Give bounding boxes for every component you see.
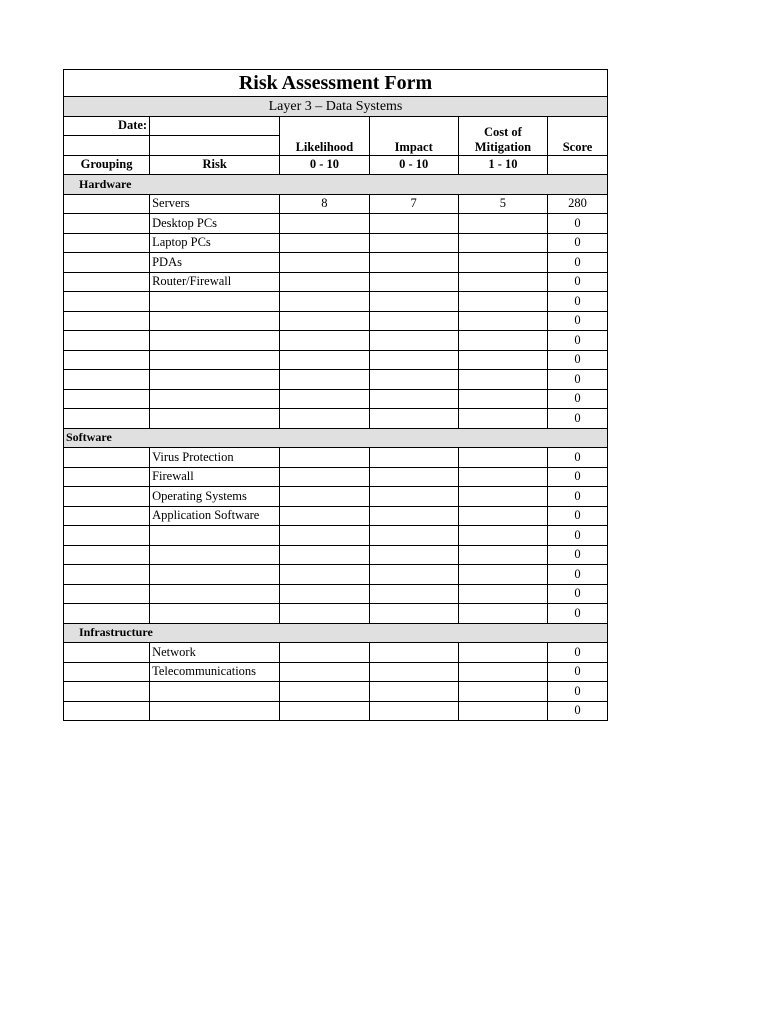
impact-header: Impact [369,116,458,155]
cost-header-line2: Mitigation [474,139,532,154]
grouping-cell[interactable] [64,662,150,682]
likelihood-header: Likelihood [280,116,369,155]
likelihood-cell[interactable] [280,487,369,507]
table-row [64,467,608,487]
grouping-cell[interactable] [64,545,150,565]
score-cell: 0 [548,604,608,624]
table-row [64,292,608,312]
table-row [64,701,608,721]
impact-cell[interactable] [369,389,458,409]
cost-cell[interactable] [458,292,547,312]
risk-cell[interactable]: Network [150,643,280,663]
impact-cell[interactable] [369,565,458,585]
likelihood-cell[interactable] [280,506,369,526]
likelihood-cell[interactable] [280,311,369,331]
cost-cell[interactable] [458,272,547,292]
form-subtitle: Layer 3 – Data Systems [64,97,608,117]
risk-header: Risk [150,155,280,175]
table-row [64,604,608,624]
cost-cell[interactable] [458,506,547,526]
grouping-cell[interactable] [64,467,150,487]
likelihood-cell[interactable] [280,370,369,390]
score-cell: 0 [548,292,608,312]
grouping-cell[interactable] [64,311,150,331]
cost-range: 1 - 10 [458,155,547,175]
risk-cell[interactable] [150,565,280,585]
risk-cell[interactable]: Laptop PCs [150,233,280,253]
score-cell: 0 [548,526,608,546]
cost-cell[interactable] [458,682,547,702]
likelihood-cell[interactable] [280,214,369,234]
risk-cell[interactable] [150,682,280,702]
risk-cell[interactable] [150,526,280,546]
date-label: Date: [64,116,150,136]
impact-cell[interactable] [369,311,458,331]
grouping-cell[interactable] [64,389,150,409]
likelihood-cell[interactable] [280,389,369,409]
grouping-cell[interactable] [64,584,150,604]
table-row [64,370,608,390]
grouping-cell[interactable] [64,370,150,390]
likelihood-cell[interactable] [280,604,369,624]
score-cell: 0 [548,506,608,526]
score-cell: 0 [548,662,608,682]
cost-cell[interactable] [458,233,547,253]
impact-cell[interactable] [369,272,458,292]
grouping-cell[interactable] [64,526,150,546]
grouping-cell[interactable] [64,506,150,526]
likelihood-cell[interactable] [280,448,369,468]
grouping-cell[interactable] [64,194,150,214]
impact-cell[interactable] [369,701,458,721]
risk-cell[interactable] [150,292,280,312]
cost-cell[interactable] [458,389,547,409]
likelihood-cell[interactable] [280,565,369,585]
cost-cell[interactable] [458,448,547,468]
cost-cell[interactable] [458,487,547,507]
impact-cell[interactable] [369,448,458,468]
likelihood-cell[interactable]: 8 [280,194,369,214]
score-cell: 0 [548,565,608,585]
impact-cell[interactable] [369,350,458,370]
section-header-row [64,175,608,195]
impact-cell[interactable] [369,545,458,565]
likelihood-cell[interactable] [280,467,369,487]
likelihood-cell[interactable] [280,292,369,312]
likelihood-cell[interactable] [280,545,369,565]
risk-cell[interactable] [150,584,280,604]
cost-cell[interactable] [458,214,547,234]
cost-cell[interactable] [458,604,547,624]
impact-cell[interactable] [369,233,458,253]
date-input[interactable] [150,116,280,136]
risk-cell[interactable] [150,545,280,565]
impact-cell[interactable] [369,467,458,487]
cost-cell[interactable] [458,350,547,370]
score-cell: 0 [548,682,608,702]
risk-cell[interactable]: PDAs [150,253,280,273]
grouping-cell[interactable] [64,253,150,273]
impact-cell[interactable] [369,409,458,429]
likelihood-cell[interactable] [280,526,369,546]
score-cell: 0 [548,545,608,565]
risk-cell[interactable]: Servers [150,194,280,214]
table-row [64,662,608,682]
risk-cell[interactable] [150,311,280,331]
score-cell: 0 [548,331,608,351]
table-row [64,194,608,214]
cost-cell[interactable] [458,701,547,721]
grouping-cell[interactable] [64,643,150,663]
impact-cell[interactable] [369,526,458,546]
table-row [64,409,608,429]
score-cell: 0 [548,253,608,273]
cost-cell[interactable] [458,253,547,273]
cost-header-line1: Cost of [484,124,522,139]
table-row [64,389,608,409]
grouping-header: Grouping [64,155,150,175]
table-row [64,253,608,273]
cost-cell[interactable] [458,370,547,390]
table-row [64,214,608,234]
cost-cell[interactable] [458,643,547,663]
impact-range: 0 - 10 [369,155,458,175]
table-row [64,584,608,604]
grouping-cell[interactable] [64,409,150,429]
impact-cell[interactable] [369,214,458,234]
risk-cell[interactable]: Operating Systems [150,487,280,507]
score-header: Score [548,116,608,155]
grouping-cell[interactable] [64,565,150,585]
score-cell: 0 [548,272,608,292]
cost-cell[interactable] [458,331,547,351]
risk-cell[interactable] [150,604,280,624]
impact-cell[interactable] [369,643,458,663]
risk-assessment-table [63,69,608,721]
blank-cell [548,155,608,175]
grouping-cell[interactable] [64,487,150,507]
blank-cell [150,136,280,156]
grouping-cell[interactable] [64,233,150,253]
table-row [64,311,608,331]
score-cell: 0 [548,701,608,721]
impact-cell[interactable] [369,292,458,312]
section-label: Software [64,428,608,448]
grouping-cell[interactable] [64,701,150,721]
risk-cell[interactable] [150,350,280,370]
likelihood-cell[interactable] [280,331,369,351]
impact-cell[interactable] [369,487,458,507]
likelihood-cell[interactable] [280,233,369,253]
risk-cell[interactable]: Desktop PCs [150,214,280,234]
table-row [64,487,608,507]
score-cell: 0 [548,409,608,429]
table-row [64,233,608,253]
grouping-cell[interactable] [64,272,150,292]
likelihood-cell[interactable] [280,253,369,273]
likelihood-cell[interactable] [280,682,369,702]
cost-cell[interactable] [458,311,547,331]
impact-cell[interactable] [369,662,458,682]
table-row [64,682,608,702]
cost-cell[interactable] [458,565,547,585]
cost-cell[interactable]: 5 [458,194,547,214]
table-row [64,565,608,585]
blank-cell [64,136,150,156]
impact-cell[interactable]: 7 [369,194,458,214]
grouping-cell[interactable] [64,350,150,370]
risk-cell[interactable] [150,701,280,721]
score-cell: 0 [548,370,608,390]
risk-cell[interactable]: Router/Firewall [150,272,280,292]
table-row [64,272,608,292]
impact-cell[interactable] [369,682,458,702]
likelihood-cell[interactable] [280,662,369,682]
section-header-row [64,428,608,448]
score-cell: 0 [548,448,608,468]
cost-cell[interactable] [458,526,547,546]
cost-mitigation-header [458,116,547,155]
grouping-cell[interactable] [64,214,150,234]
form-title: Risk Assessment Form [64,70,608,97]
section-label: Infrastructure [64,623,608,643]
impact-cell[interactable] [369,506,458,526]
section-label: Hardware [64,175,608,195]
grouping-cell[interactable] [64,292,150,312]
score-cell: 0 [548,467,608,487]
risk-cell[interactable]: Telecommunications [150,662,280,682]
cost-cell[interactable] [458,409,547,429]
cost-cell[interactable] [458,545,547,565]
grouping-cell[interactable] [64,331,150,351]
score-cell: 0 [548,350,608,370]
table-row [64,545,608,565]
likelihood-cell[interactable] [280,701,369,721]
likelihood-cell[interactable] [280,272,369,292]
risk-cell[interactable]: Virus Protection [150,448,280,468]
score-cell: 0 [548,389,608,409]
score-cell: 280 [548,194,608,214]
impact-cell[interactable] [369,331,458,351]
score-cell: 0 [548,233,608,253]
likelihood-cell[interactable] [280,350,369,370]
risk-cell[interactable] [150,331,280,351]
section-header-row [64,623,608,643]
score-cell: 0 [548,214,608,234]
risk-cell[interactable]: Application Software [150,506,280,526]
grouping-cell[interactable] [64,682,150,702]
table-row [64,448,608,468]
cost-cell[interactable] [458,467,547,487]
grouping-cell[interactable] [64,604,150,624]
score-cell: 0 [548,311,608,331]
table-row [64,331,608,351]
table-row [64,506,608,526]
risk-cell[interactable] [150,370,280,390]
impact-cell[interactable] [369,253,458,273]
grouping-cell[interactable] [64,448,150,468]
likelihood-cell[interactable] [280,409,369,429]
risk-cell[interactable] [150,389,280,409]
table-row [64,350,608,370]
likelihood-cell[interactable] [280,584,369,604]
likelihood-range: 0 - 10 [280,155,369,175]
score-cell: 0 [548,584,608,604]
cost-cell[interactable] [458,584,547,604]
cost-cell[interactable] [458,662,547,682]
impact-cell[interactable] [369,584,458,604]
risk-cell[interactable] [150,409,280,429]
likelihood-cell[interactable] [280,643,369,663]
table-row [64,526,608,546]
table-row [64,643,608,663]
risk-cell[interactable]: Firewall [150,467,280,487]
impact-cell[interactable] [369,604,458,624]
impact-cell[interactable] [369,370,458,390]
score-cell: 0 [548,643,608,663]
score-cell: 0 [548,487,608,507]
